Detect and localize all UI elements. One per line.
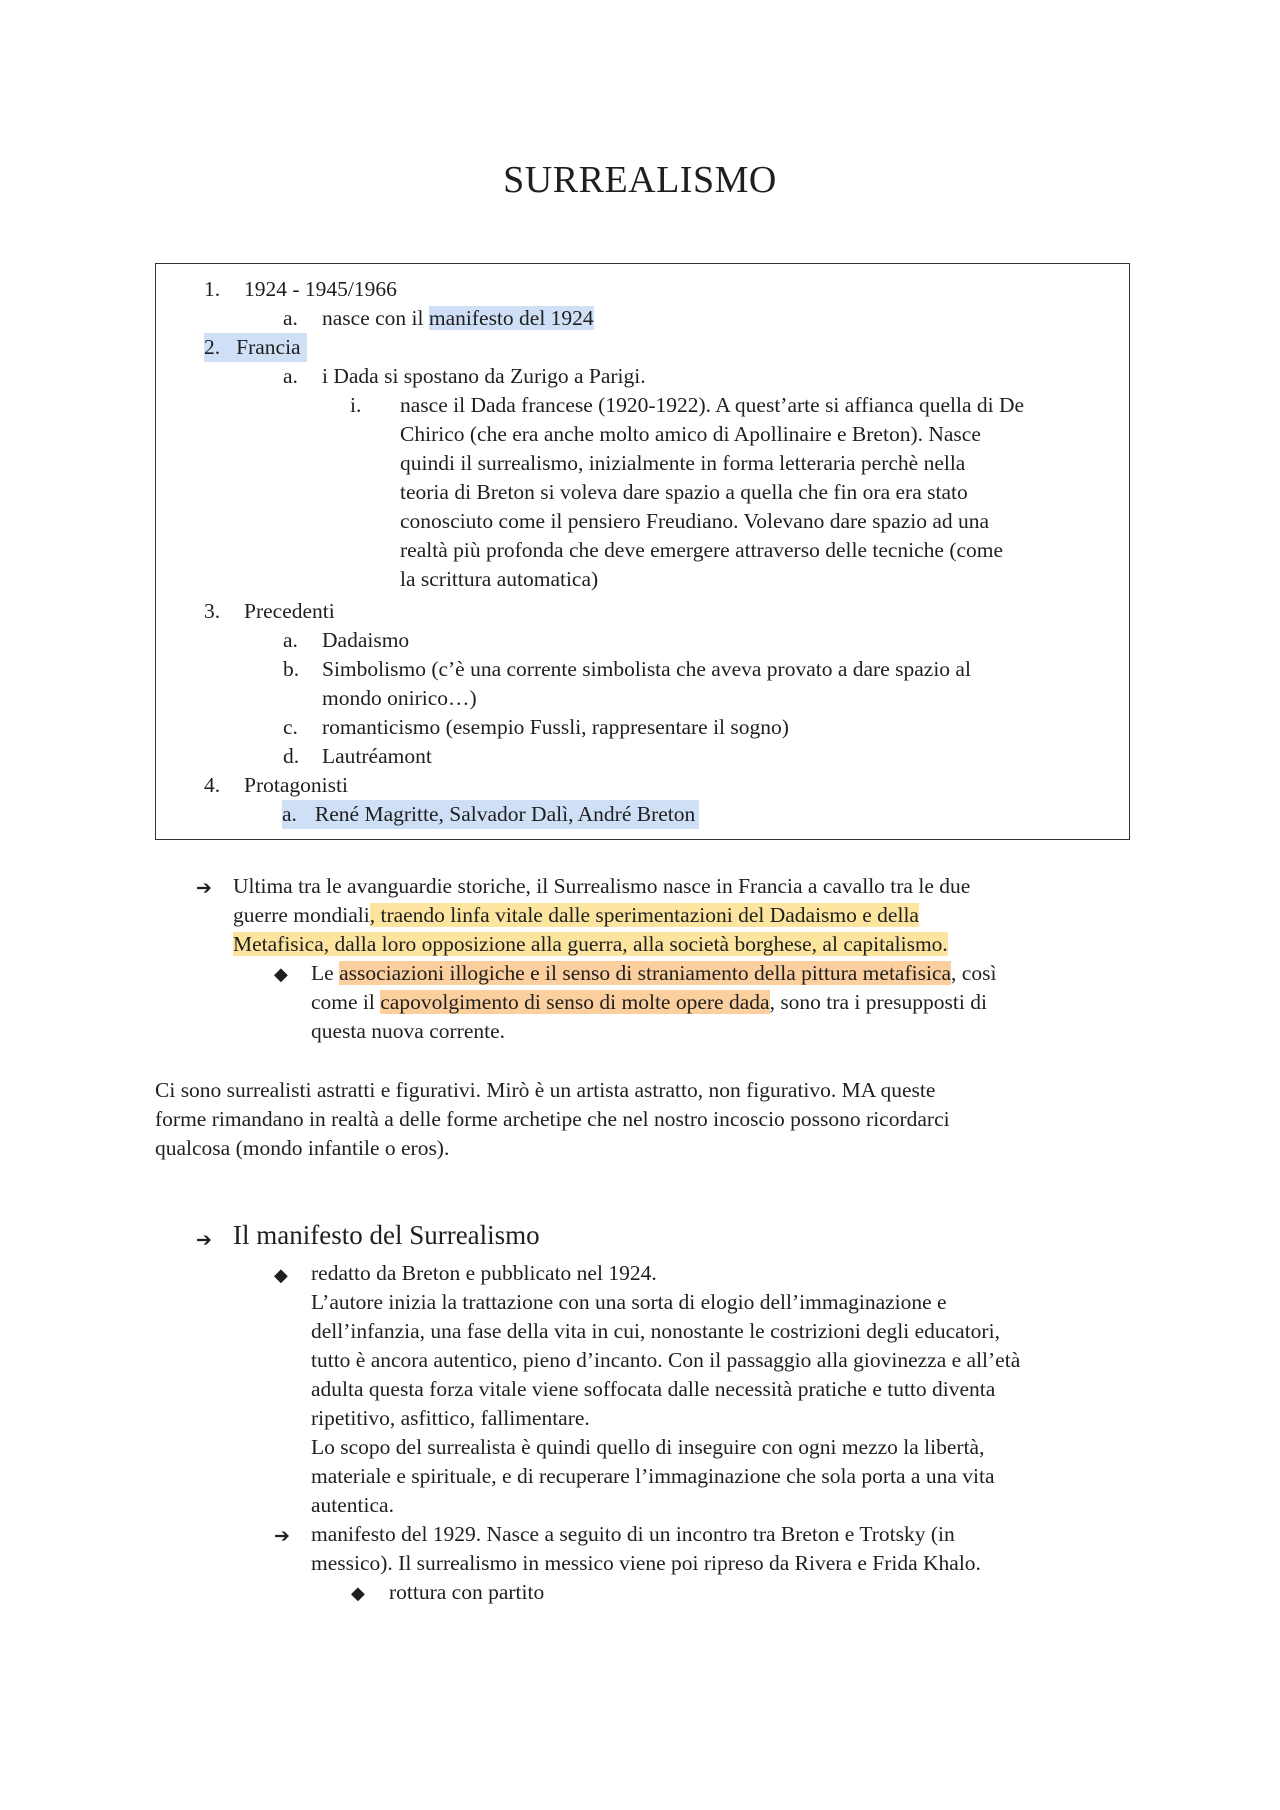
intro-line xyxy=(233,930,948,959)
manifesto-line: ripetitivo, asfittico, fallimentare. xyxy=(311,1406,590,1430)
intro-sub-line: questa nuova corrente. xyxy=(311,1019,506,1043)
highlight-yellow: , traendo linfa vitale dalle sperimentazioni del Dadaismo e della xyxy=(369,903,919,927)
page-title: SURREALISMO xyxy=(503,159,777,201)
list-item-date: 1924 - 1945/1966 xyxy=(244,277,397,301)
text-segment: come il xyxy=(311,990,381,1014)
manifesto-line: tutto è ancora autentico, pieno d’incanto. Con il passaggio alla giovinezza e all’età xyxy=(311,1348,1021,1372)
paragraph-line: Ci sono surrealisti astratti e figurativi. Mirò è un artista astratto, non figurativo. MA queste xyxy=(155,1078,936,1102)
list-marker: a. xyxy=(283,306,298,330)
subitem-line: conosciuto come il pensiero Freudiano. Volevano dare spazio ad una xyxy=(400,509,990,533)
arrow-icon: ➔ xyxy=(274,1525,290,1547)
highlight-orange: associazioni illogiche e il senso di straniamento della pittura metafisica xyxy=(339,961,952,985)
section-heading: Il manifesto del Surrealismo xyxy=(233,1220,540,1250)
diamond-icon: ◆ xyxy=(351,1583,365,1604)
subitem-line: realtà più profonda che deve emergere attraverso delle tecniche (come xyxy=(400,538,1004,562)
list-item-simbolismo-cont: mondo onirico…) xyxy=(322,686,477,710)
paragraph-line: qualcosa (mondo infantile o eros). xyxy=(155,1136,450,1160)
list-item-lautreamont: Lautréamont xyxy=(322,744,432,768)
manifesto-line: redatto da Breton e pubblicato nel 1924. xyxy=(311,1261,657,1285)
list-marker: a. xyxy=(283,628,298,652)
intro-line: Ultima tra le avanguardie storiche, il Surrealismo nasce in Francia a cavallo tra le due xyxy=(233,874,971,898)
manifesto-line: L’autore inizia la trattazione con una sorta di elogio dell’immaginazione e xyxy=(311,1290,947,1314)
manifesto-line: materiale e spirituale, e di recuperare l’immaginazione che sola porta a una vita xyxy=(311,1464,995,1488)
list-item-simbolismo: Simbolismo (c’è una corrente simbolista che aveva provato a dare spazio al xyxy=(322,657,971,681)
highlight-blue: manifesto del 1924 xyxy=(428,306,594,330)
subitem-line: nasce il Dada francese (1920-1922). A quest’arte si affianca quella di De xyxy=(400,393,1025,417)
list-number: 3. xyxy=(204,599,221,623)
list-marker: i. xyxy=(350,393,362,417)
diamond-icon: ◆ xyxy=(274,964,288,985)
list-item-francia xyxy=(204,333,307,362)
list-item-precedenti: Precedenti xyxy=(244,599,335,623)
text-segment: Le xyxy=(311,961,340,985)
paragraph-line: forme rimandano in realtà a delle forme archetipe che nel nostro incoscio possono ricordarci xyxy=(155,1107,950,1131)
manifesto-line: dell’infanzia, una fase della vita in cui, nonostante le costrizioni degli educatori, xyxy=(311,1319,1000,1343)
list-number: 2. xyxy=(204,335,221,359)
list-number: 1. xyxy=(204,277,221,301)
list-item-text: Francia xyxy=(236,335,301,359)
subitem-line: teoria di Breton si voleva dare spazio a quella che fin ora era stato xyxy=(400,480,968,504)
list-item-protagonisti: Protagonisti xyxy=(244,773,348,797)
list-number: 4. xyxy=(204,773,221,797)
subitem-line: Chirico (che era anche molto amico di Apollinaire e Breton). Nasce xyxy=(400,422,981,446)
intro-sub-line xyxy=(311,988,987,1017)
sub-bullet-line: rottura con partito xyxy=(389,1580,545,1604)
text-segment: , così xyxy=(951,961,997,985)
manifesto-line: Lo scopo del surrealista è quindi quello di inseguire con ogni mezzo la libertà, xyxy=(311,1435,985,1459)
highlight-orange: capovolgimento di senso di molte opere dada xyxy=(380,990,770,1014)
list-marker: a. xyxy=(282,802,297,826)
list-marker: a. xyxy=(283,364,298,388)
intro-line xyxy=(233,901,919,930)
intro-sub-line xyxy=(311,959,996,988)
text-segment: guerre mondiali xyxy=(233,903,370,927)
manifesto-line: adulta questa forza vitale viene soffocata dalle necessità pratiche e tutto diventa xyxy=(311,1377,996,1401)
manifesto-1929-line: messico). Il surrealismo in messico viene poi ripreso da Rivera e Frida Khalo. xyxy=(311,1551,981,1575)
arrow-icon: ➔ xyxy=(196,1229,212,1251)
text-segment: , sono tra i presupposti di xyxy=(769,990,987,1014)
subitem-line: la scrittura automatica) xyxy=(400,567,599,591)
list-marker: c. xyxy=(283,715,298,739)
manifesto-line: autentica. xyxy=(311,1493,394,1517)
highlight-yellow: Metafisica, dalla loro opposizione alla guerra, alla società borghese, al capitalismo. xyxy=(233,932,948,956)
arrow-icon: ➔ xyxy=(196,877,212,899)
list-item-dada: i Dada si spostano da Zurigo a Parigi. xyxy=(322,364,646,388)
text-segment: nasce con il xyxy=(322,306,429,330)
list-marker: b. xyxy=(283,657,300,681)
list-item-text: René Magritte, Salvador Dalì, André Breton xyxy=(314,802,696,826)
list-item-romanticismo: romanticismo (esempio Fussli, rappresentare il sogno) xyxy=(322,715,789,739)
list-item-manifesto xyxy=(322,304,594,333)
list-item-names xyxy=(282,800,699,829)
list-marker: d. xyxy=(283,744,300,768)
diamond-icon: ◆ xyxy=(274,1265,288,1286)
list-item-dadaismo: Dadaismo xyxy=(322,628,410,652)
subitem-line: quindi il surrealismo, inizialmente in forma letteraria perchè nella xyxy=(400,451,966,475)
manifesto-1929-line: manifesto del 1929. Nasce a seguito di un incontro tra Breton e Trotsky (in xyxy=(311,1522,955,1546)
